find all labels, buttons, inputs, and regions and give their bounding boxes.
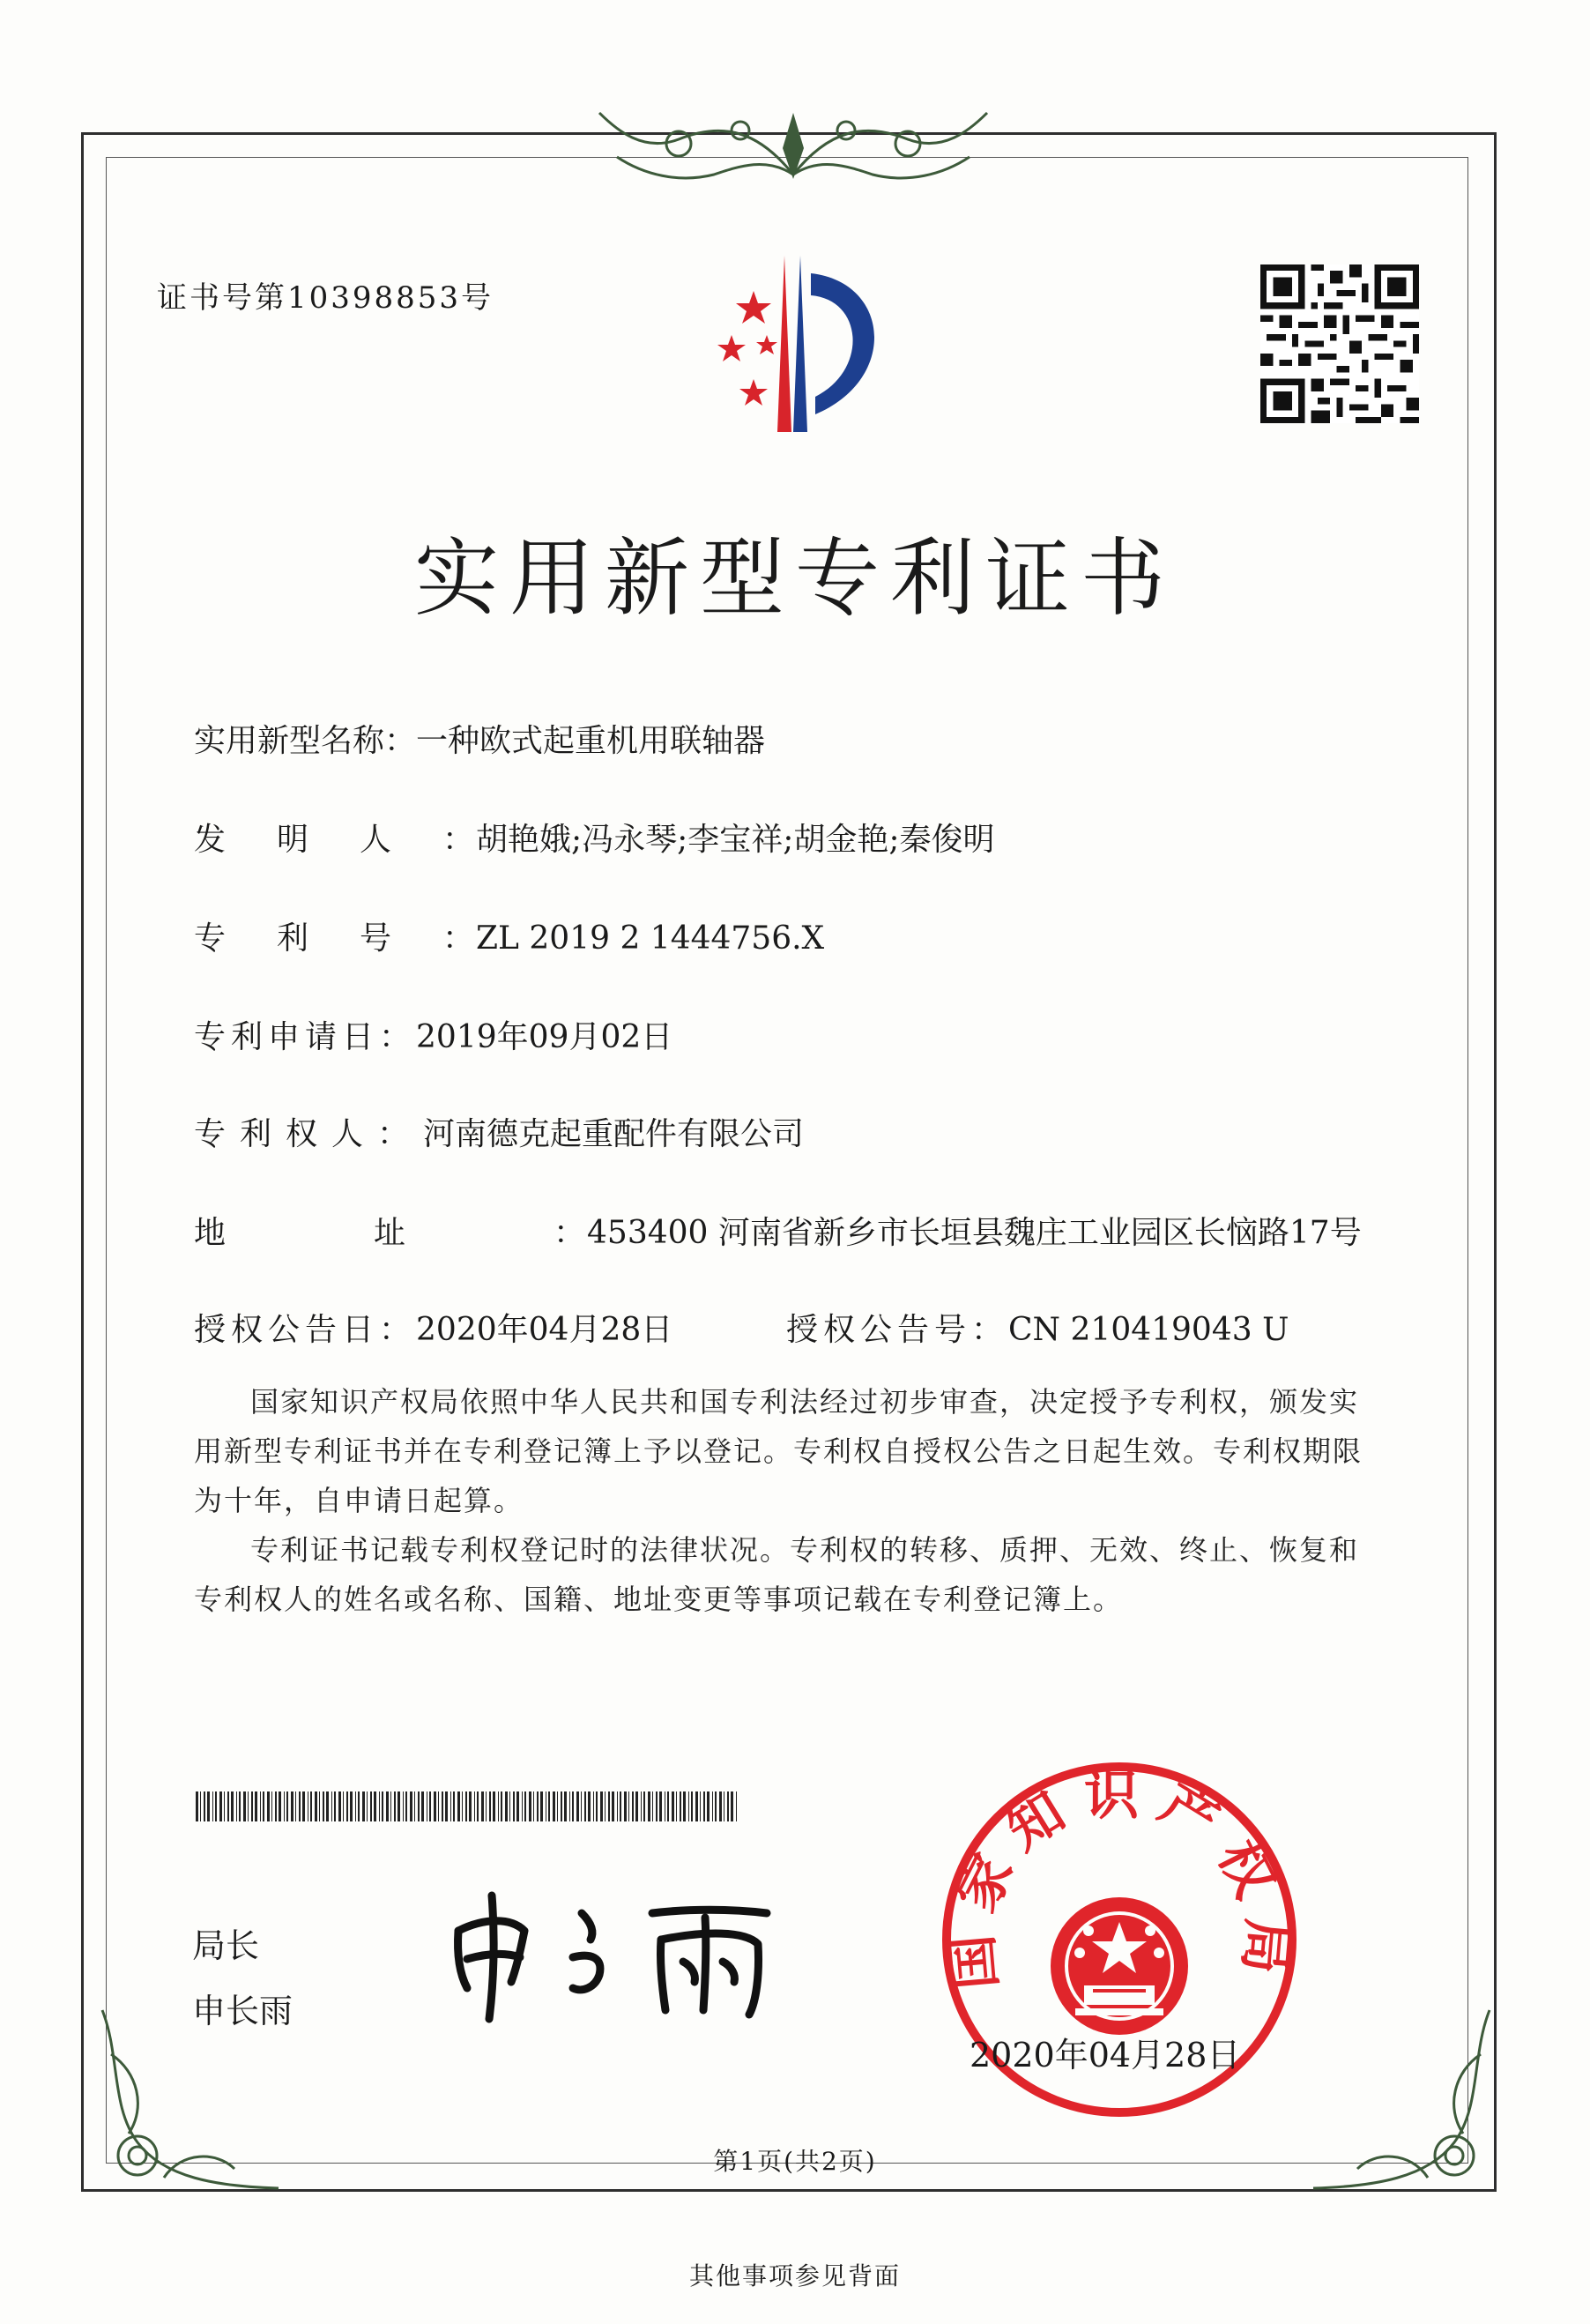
- director-title: 局长: [192, 1926, 260, 1965]
- inventor-row: [194, 815, 995, 860]
- qr-code-icon: [1260, 264, 1419, 423]
- patentee-value: 河南德克起重配件有限公司: [423, 1116, 805, 1152]
- top-ornament-icon: [546, 95, 1040, 192]
- legal-paragraph-1: 国家知识产权局依照中华人民共和国专利法经过初步审查，决定授予专利权，颁发实用新型专利证书并在专利登记簿上予以登记。专利权自授权公告之日起生效。专利权期限为十年，自申请日起算。: [194, 1385, 1363, 1517]
- grant-date-label: 授权公告日：: [194, 1312, 417, 1348]
- grant-date-value: 2020年04月28日: [416, 1312, 673, 1348]
- director-name: 申长雨: [192, 1992, 293, 2030]
- address-label: 地址：: [194, 1215, 734, 1251]
- application-date-row: [194, 1012, 672, 1057]
- national-emblem-icon: [1051, 1897, 1188, 2035]
- patent-number-row: [194, 913, 824, 958]
- inventor-value: 胡艳娥;冯永琴;李宝祥;胡金艳;秦俊明: [476, 822, 995, 858]
- grant-number-row: [786, 1305, 1289, 1350]
- grant-date-row: [194, 1305, 672, 1350]
- address-row: [194, 1208, 1362, 1253]
- seal-text: 国家知识产权局: [938, 1762, 1301, 1993]
- certificate-number: 证书号第10398853号: [157, 280, 494, 316]
- certificate-title: 实用新型专利证书: [414, 529, 1176, 628]
- patentee-row: [194, 1109, 804, 1154]
- seal-date: 2020年04月28日: [970, 2036, 1241, 2074]
- application-date-value: 2019年09月02日: [416, 1019, 673, 1055]
- page-number: 第1页(共2页): [713, 2147, 877, 2176]
- grant-number-value: CN 210419043 U: [1008, 1312, 1289, 1348]
- cnipa-logo-icon: [670, 247, 917, 450]
- barcode-icon: [196, 1791, 742, 1821]
- inventor-label: 发明人：: [194, 822, 526, 858]
- patentee-label: 专利权人：: [194, 1116, 424, 1152]
- legal-paragraph-2: 专利证书记载专利权登记时的法律状况。专利权的转移、质押、无效、终止、恢复和专利权人的姓名或名称、国籍、地址变更等事项记载在专利登记簿上。: [194, 1533, 1360, 1616]
- director-block: [192, 1913, 293, 2044]
- utility-model-name-value: 一种欧式起重机用联轴器: [416, 723, 766, 759]
- patent-number-label: 专利号：: [194, 920, 526, 957]
- address-value: 453400 河南省新乡市长垣县魏庄工业园区长恼路17号: [587, 1215, 1362, 1251]
- signature-icon: [441, 1878, 811, 2028]
- utility-model-name-label: 实用新型名称：: [194, 723, 417, 759]
- back-note: 其他事项参见背面: [688, 2261, 901, 2290]
- patent-number-value: ZL 2019 2 1444756.X: [476, 920, 825, 957]
- utility-model-name-row: [194, 716, 765, 761]
- application-date-label: 专利申请日：: [194, 1019, 417, 1055]
- grant-number-label: 授权公告号：: [786, 1312, 1009, 1348]
